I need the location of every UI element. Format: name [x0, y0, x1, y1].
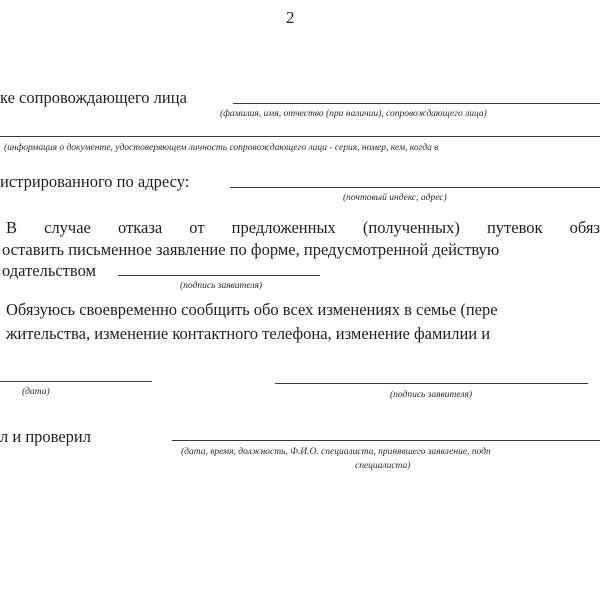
escort-caption: (фамилия, имя, отчество (при наличии), сопровождающего лица) — [220, 109, 487, 119]
escort-label: ке сопровождающего лица — [0, 88, 187, 107]
obligation-line-2: жительства, изменение контактного телефона, изменение фамилии и — [6, 324, 491, 343]
date-line — [0, 381, 152, 382]
applicant-signature-line — [275, 383, 588, 384]
accepted-line — [172, 440, 600, 441]
refusal-line-3: одательством — [2, 261, 96, 280]
date-caption: (дата) — [22, 387, 50, 397]
document-info-line — [0, 136, 600, 137]
address-label: истрированного по адресу: — [0, 172, 190, 191]
page-number: 2 — [286, 8, 295, 27]
obligation-line-1: Обязуюсь своевременно сообщить обо всех изменениях в семье (пере — [6, 300, 498, 319]
accepted-caption-line-2: специалиста) — [355, 461, 411, 471]
document-info-caption: (информация о документе, удостоверяющем личность сопровождающего лица - серия, номер, кем, когда в — [4, 143, 439, 153]
applicant-signature-caption: (подпись заявителя) — [390, 390, 473, 400]
refusal-line-1: В случае отказа от предложенных (полученных) путевок обяз — [6, 218, 600, 237]
accepted-label: л и проверил — [0, 427, 91, 446]
address-caption: (почтовый индекс, адрес) — [343, 193, 447, 203]
refusal-line-2: оставить письменное заявление по форме, предусмотренной действую — [2, 240, 500, 259]
refusal-signature-line — [118, 275, 320, 276]
accepted-caption-line-1: (дата, время, должность, Ф.И.О. специалиста, принявшего заявление, подп — [181, 447, 491, 457]
address-line — [230, 187, 600, 188]
refusal-signature-caption: (подпись заявителя) — [180, 281, 263, 291]
escort-name-line — [233, 103, 600, 104]
